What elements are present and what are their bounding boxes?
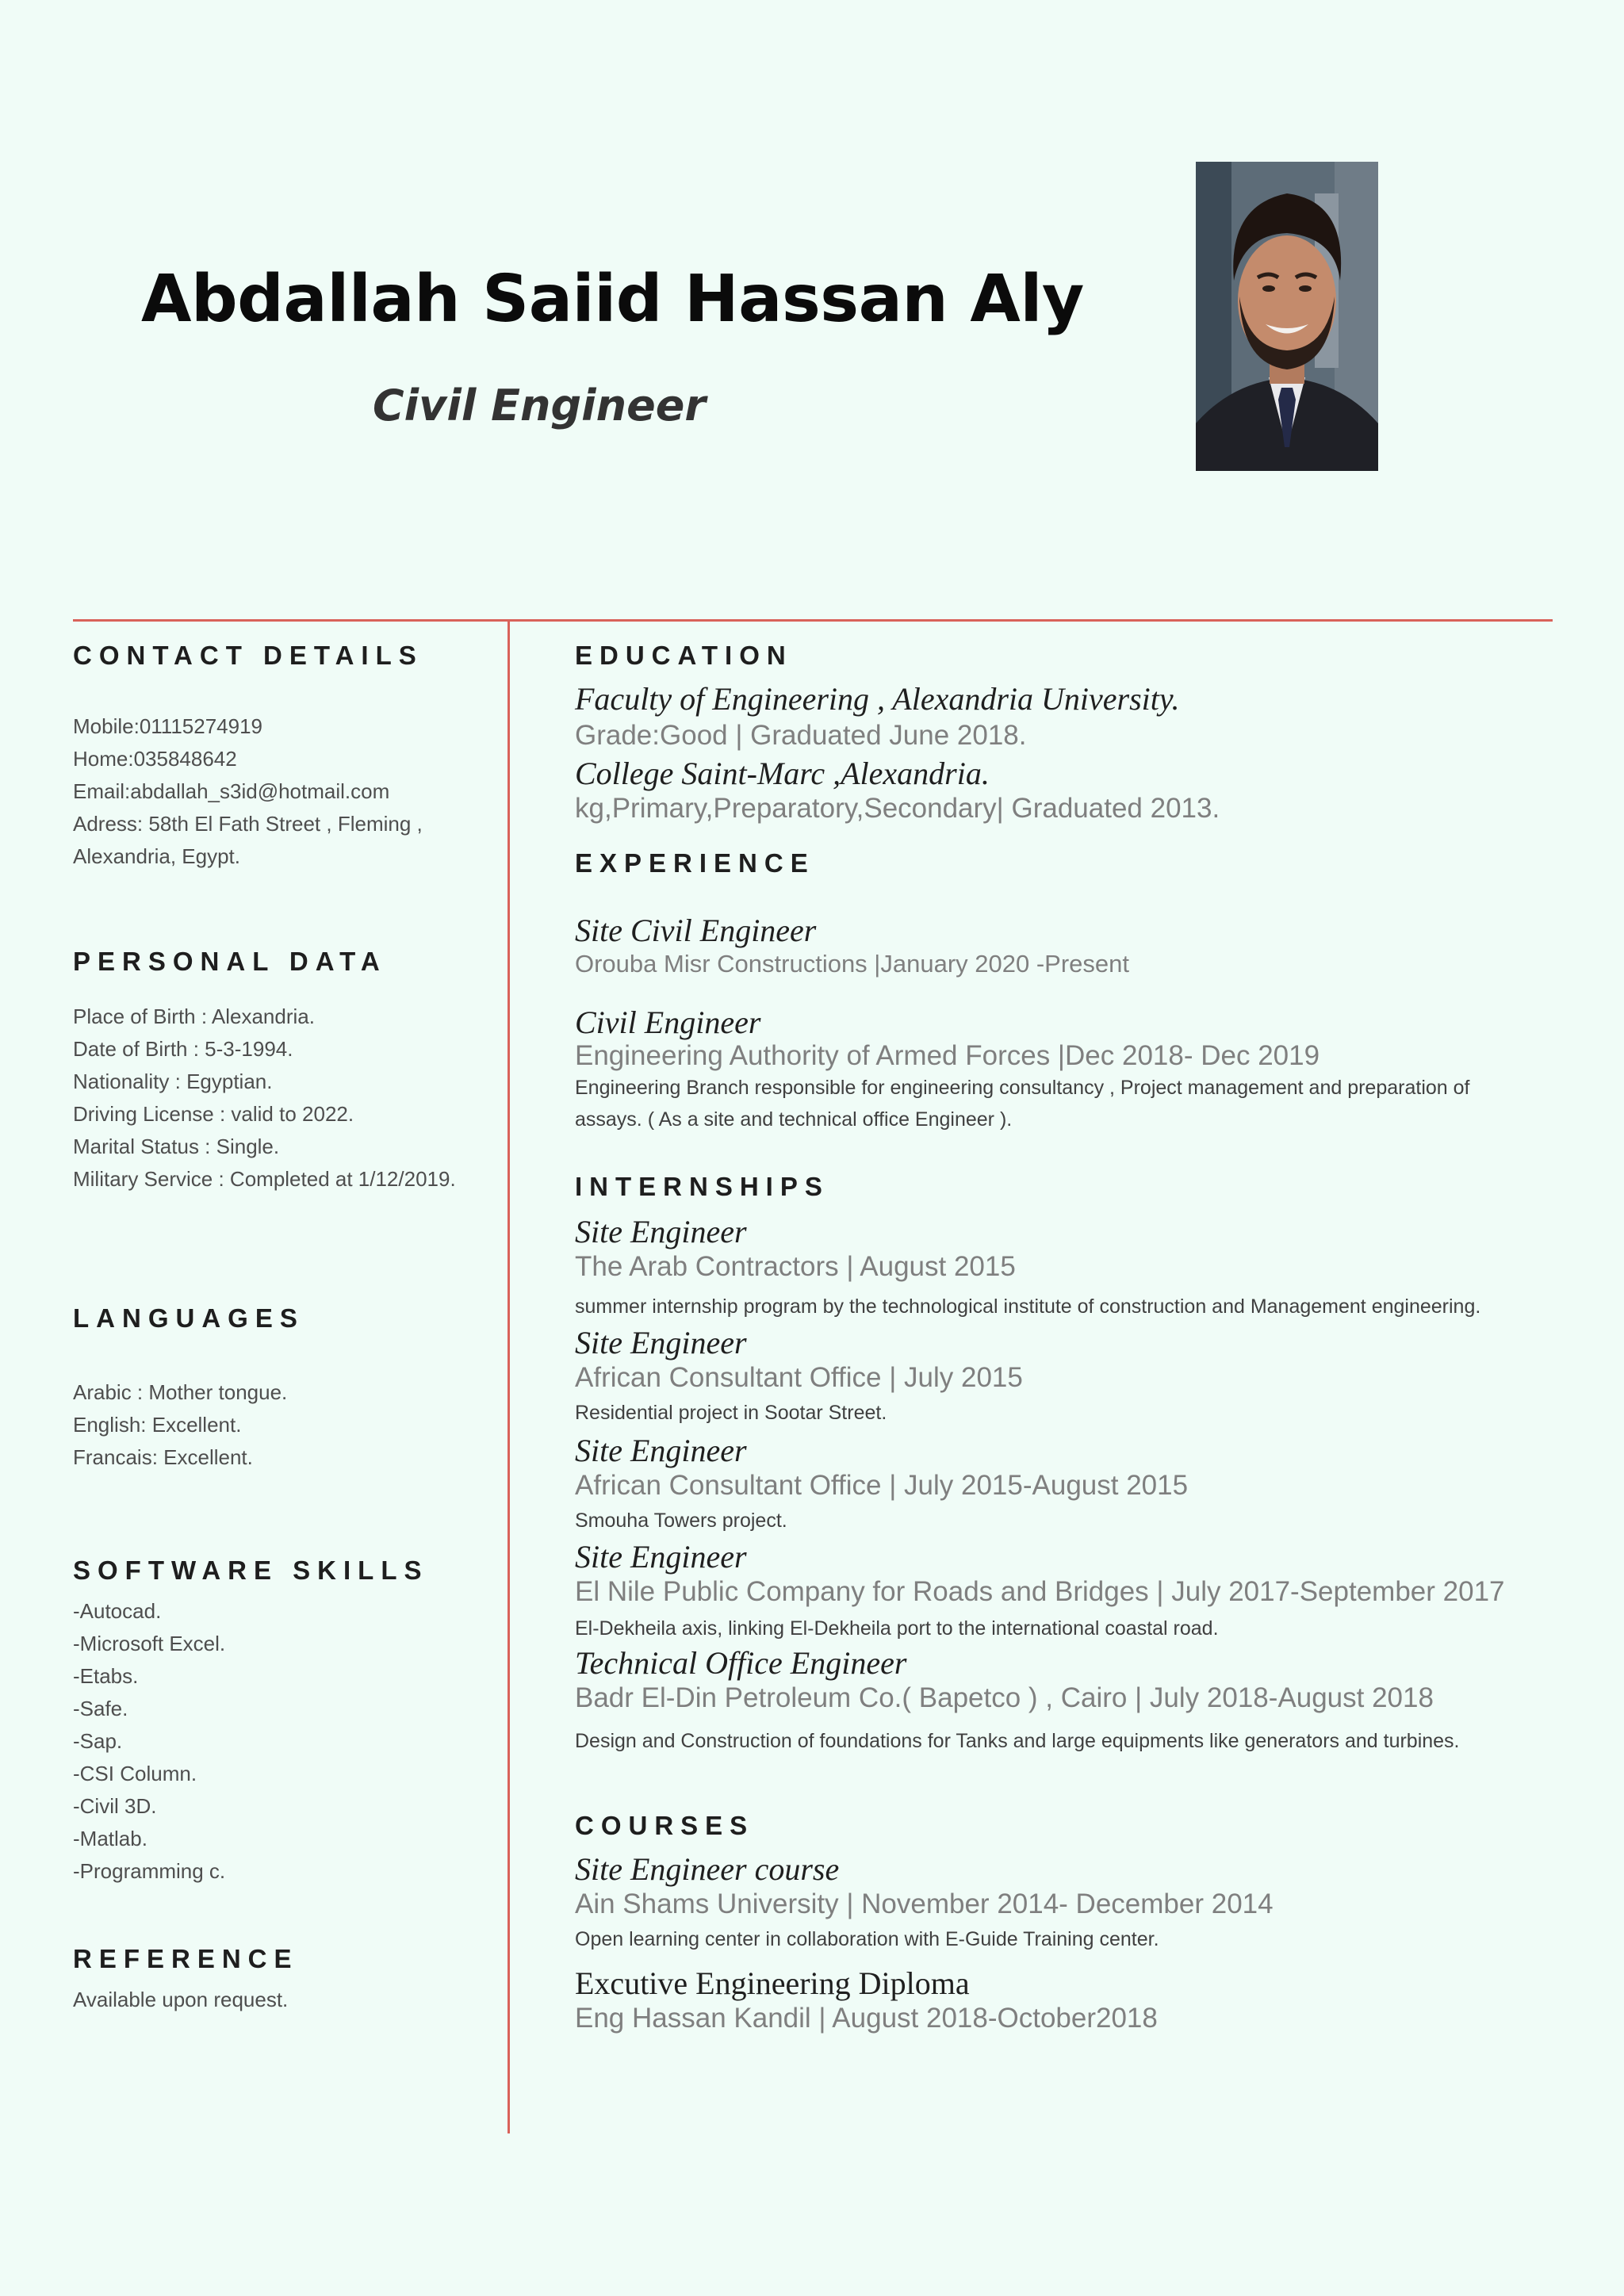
language-arabic: Arabic : Mother tongue. — [73, 1380, 288, 1404]
skill-item: -Sap. — [73, 1729, 123, 1753]
course-desc-1: Open learning center in collaboration with E-Guide Training center. — [575, 1928, 1159, 1950]
skill-item: -Autocad. — [73, 1599, 162, 1623]
personal-data — [73, 1001, 456, 1196]
profile-photo — [1196, 162, 1378, 471]
course-name-2: Excutive Engineering Diploma — [575, 1965, 970, 2001]
course-org-1: Ain Shams University | November 2014- December 2014 — [575, 1888, 1274, 1919]
education-school-1: Faculty of Engineering , Alexandria University. — [575, 681, 1180, 717]
candidate-name: Abdallah Saiid Hassan Aly — [141, 262, 1084, 337]
personal-military-service: Military Service : Completed at 1/12/2019. — [73, 1167, 456, 1191]
contact-details — [73, 710, 423, 873]
internship-desc-5: Design and Construction of foundations for Tanks and large equipments like generators and turbines. — [575, 1730, 1460, 1752]
software-skills-list — [73, 1595, 225, 1888]
language-english: English: Excellent. — [73, 1413, 242, 1437]
contact-mobile: Mobile:01115274919 — [73, 714, 263, 738]
internship-role-1: Site Engineer — [575, 1214, 747, 1249]
internship-desc-1: summer internship program by the technological institute of construction and Management engineering. — [575, 1295, 1481, 1318]
experience-org-2: Engineering Authority of Armed Forces |Dec 2018- Dec 2019 — [575, 1040, 1320, 1071]
contact-home: Home:035848642 — [73, 747, 237, 771]
course-org-2: Eng Hassan Kandil | August 2018-October2018 — [575, 2003, 1158, 2034]
skill-item: -CSI Column. — [73, 1762, 197, 1785]
internship-desc-4: El-Dekheila axis, linking El-Dekheila port to the international coastal road. — [575, 1617, 1219, 1640]
languages-heading: LANGUAGES — [73, 1303, 304, 1333]
skill-item: -Civil 3D. — [73, 1794, 157, 1818]
courses-heading: COURSES — [575, 1811, 755, 1840]
internship-role-5: Technical Office Engineer — [575, 1645, 907, 1681]
skill-item: -Microsoft Excel. — [73, 1632, 226, 1655]
experience-role-2: Civil Engineer — [575, 1004, 761, 1040]
personal-license: Driving License : valid to 2022. — [73, 1102, 354, 1126]
contact-email: Email:abdallah_s3id@hotmail.com — [73, 779, 390, 803]
contact-details-heading: CONTACT DETAILS — [73, 641, 423, 670]
skill-item: -Programming c. — [73, 1859, 226, 1883]
contact-address-line-1: Adress: 58th El Fath Street , Fleming , — [73, 812, 423, 836]
personal-birthdate: Date of Birth : 5-3-1994. — [73, 1037, 293, 1061]
contact-address-line-2: Alexandria, Egypt. — [73, 844, 241, 868]
education-detail-2: kg,Primary,Preparatory,Secondary| Graduated 2013. — [575, 793, 1220, 824]
profile-photo-illustration — [1196, 162, 1378, 471]
internship-desc-2: Residential project in Sootar Street. — [575, 1402, 887, 1424]
skill-item: -Etabs. — [73, 1664, 139, 1688]
internship-org-3: African Consultant Office | July 2015-August 2015 — [575, 1470, 1189, 1501]
software-skills-heading: SOFTWARE SKILLS — [73, 1556, 429, 1585]
education-heading: EDUCATION — [575, 641, 793, 670]
personal-data-heading: PERSONAL DATA — [73, 947, 387, 976]
education-school-2: College Saint-Marc ,Alexandria. — [575, 756, 990, 791]
reference-heading: REFERENCE — [73, 1944, 299, 1973]
experience-role-1: Site Civil Engineer — [575, 913, 817, 948]
internship-desc-3: Smouha Towers project. — [575, 1510, 787, 1532]
experience-heading: EXPERIENCE — [575, 848, 815, 878]
internship-org-5: Badr El-Din Petroleum Co.( Bapetco ) , Cairo | July 2018-August 2018 — [575, 1682, 1434, 1713]
internship-org-2: African Consultant Office | July 2015 — [575, 1362, 1023, 1393]
education-detail-1: Grade:Good | Graduated June 2018. — [575, 720, 1027, 751]
header-divider — [73, 619, 1553, 622]
course-name-1: Site Engineer course — [575, 1851, 840, 1887]
personal-marital-status: Marital Status : Single. — [73, 1135, 280, 1158]
internship-org-4: El Nile Public Company for Roads and Bridges | July 2017-September 2017 — [575, 1576, 1505, 1607]
personal-birthplace: Place of Birth : Alexandria. — [73, 1004, 315, 1028]
internship-role-3: Site Engineer — [575, 1433, 747, 1468]
internship-role-2: Site Engineer — [575, 1325, 747, 1360]
column-divider — [508, 619, 510, 2133]
languages-list — [73, 1376, 287, 1474]
internship-role-4: Site Engineer — [575, 1539, 747, 1575]
reference-text: Available upon request. — [73, 1988, 289, 2011]
internships-heading: INTERNSHIPS — [575, 1172, 829, 1201]
internship-org-1: The Arab Contractors | August 2015 — [575, 1251, 1016, 1282]
skill-item: -Matlab. — [73, 1827, 147, 1850]
experience-org-1: Orouba Misr Constructions |January 2020 -Present — [575, 950, 1129, 978]
personal-nationality: Nationality : Egyptian. — [73, 1070, 273, 1093]
experience-desc-2: Engineering Branch responsible for engineering consultancy , Project management and preparation of assays. ( As a site and technical office Engineer ). — [575, 1077, 1470, 1131]
language-french: Francais: Excellent. — [73, 1445, 253, 1469]
candidate-role: Civil Engineer — [373, 381, 706, 430]
skill-item: -Safe. — [73, 1697, 128, 1720]
